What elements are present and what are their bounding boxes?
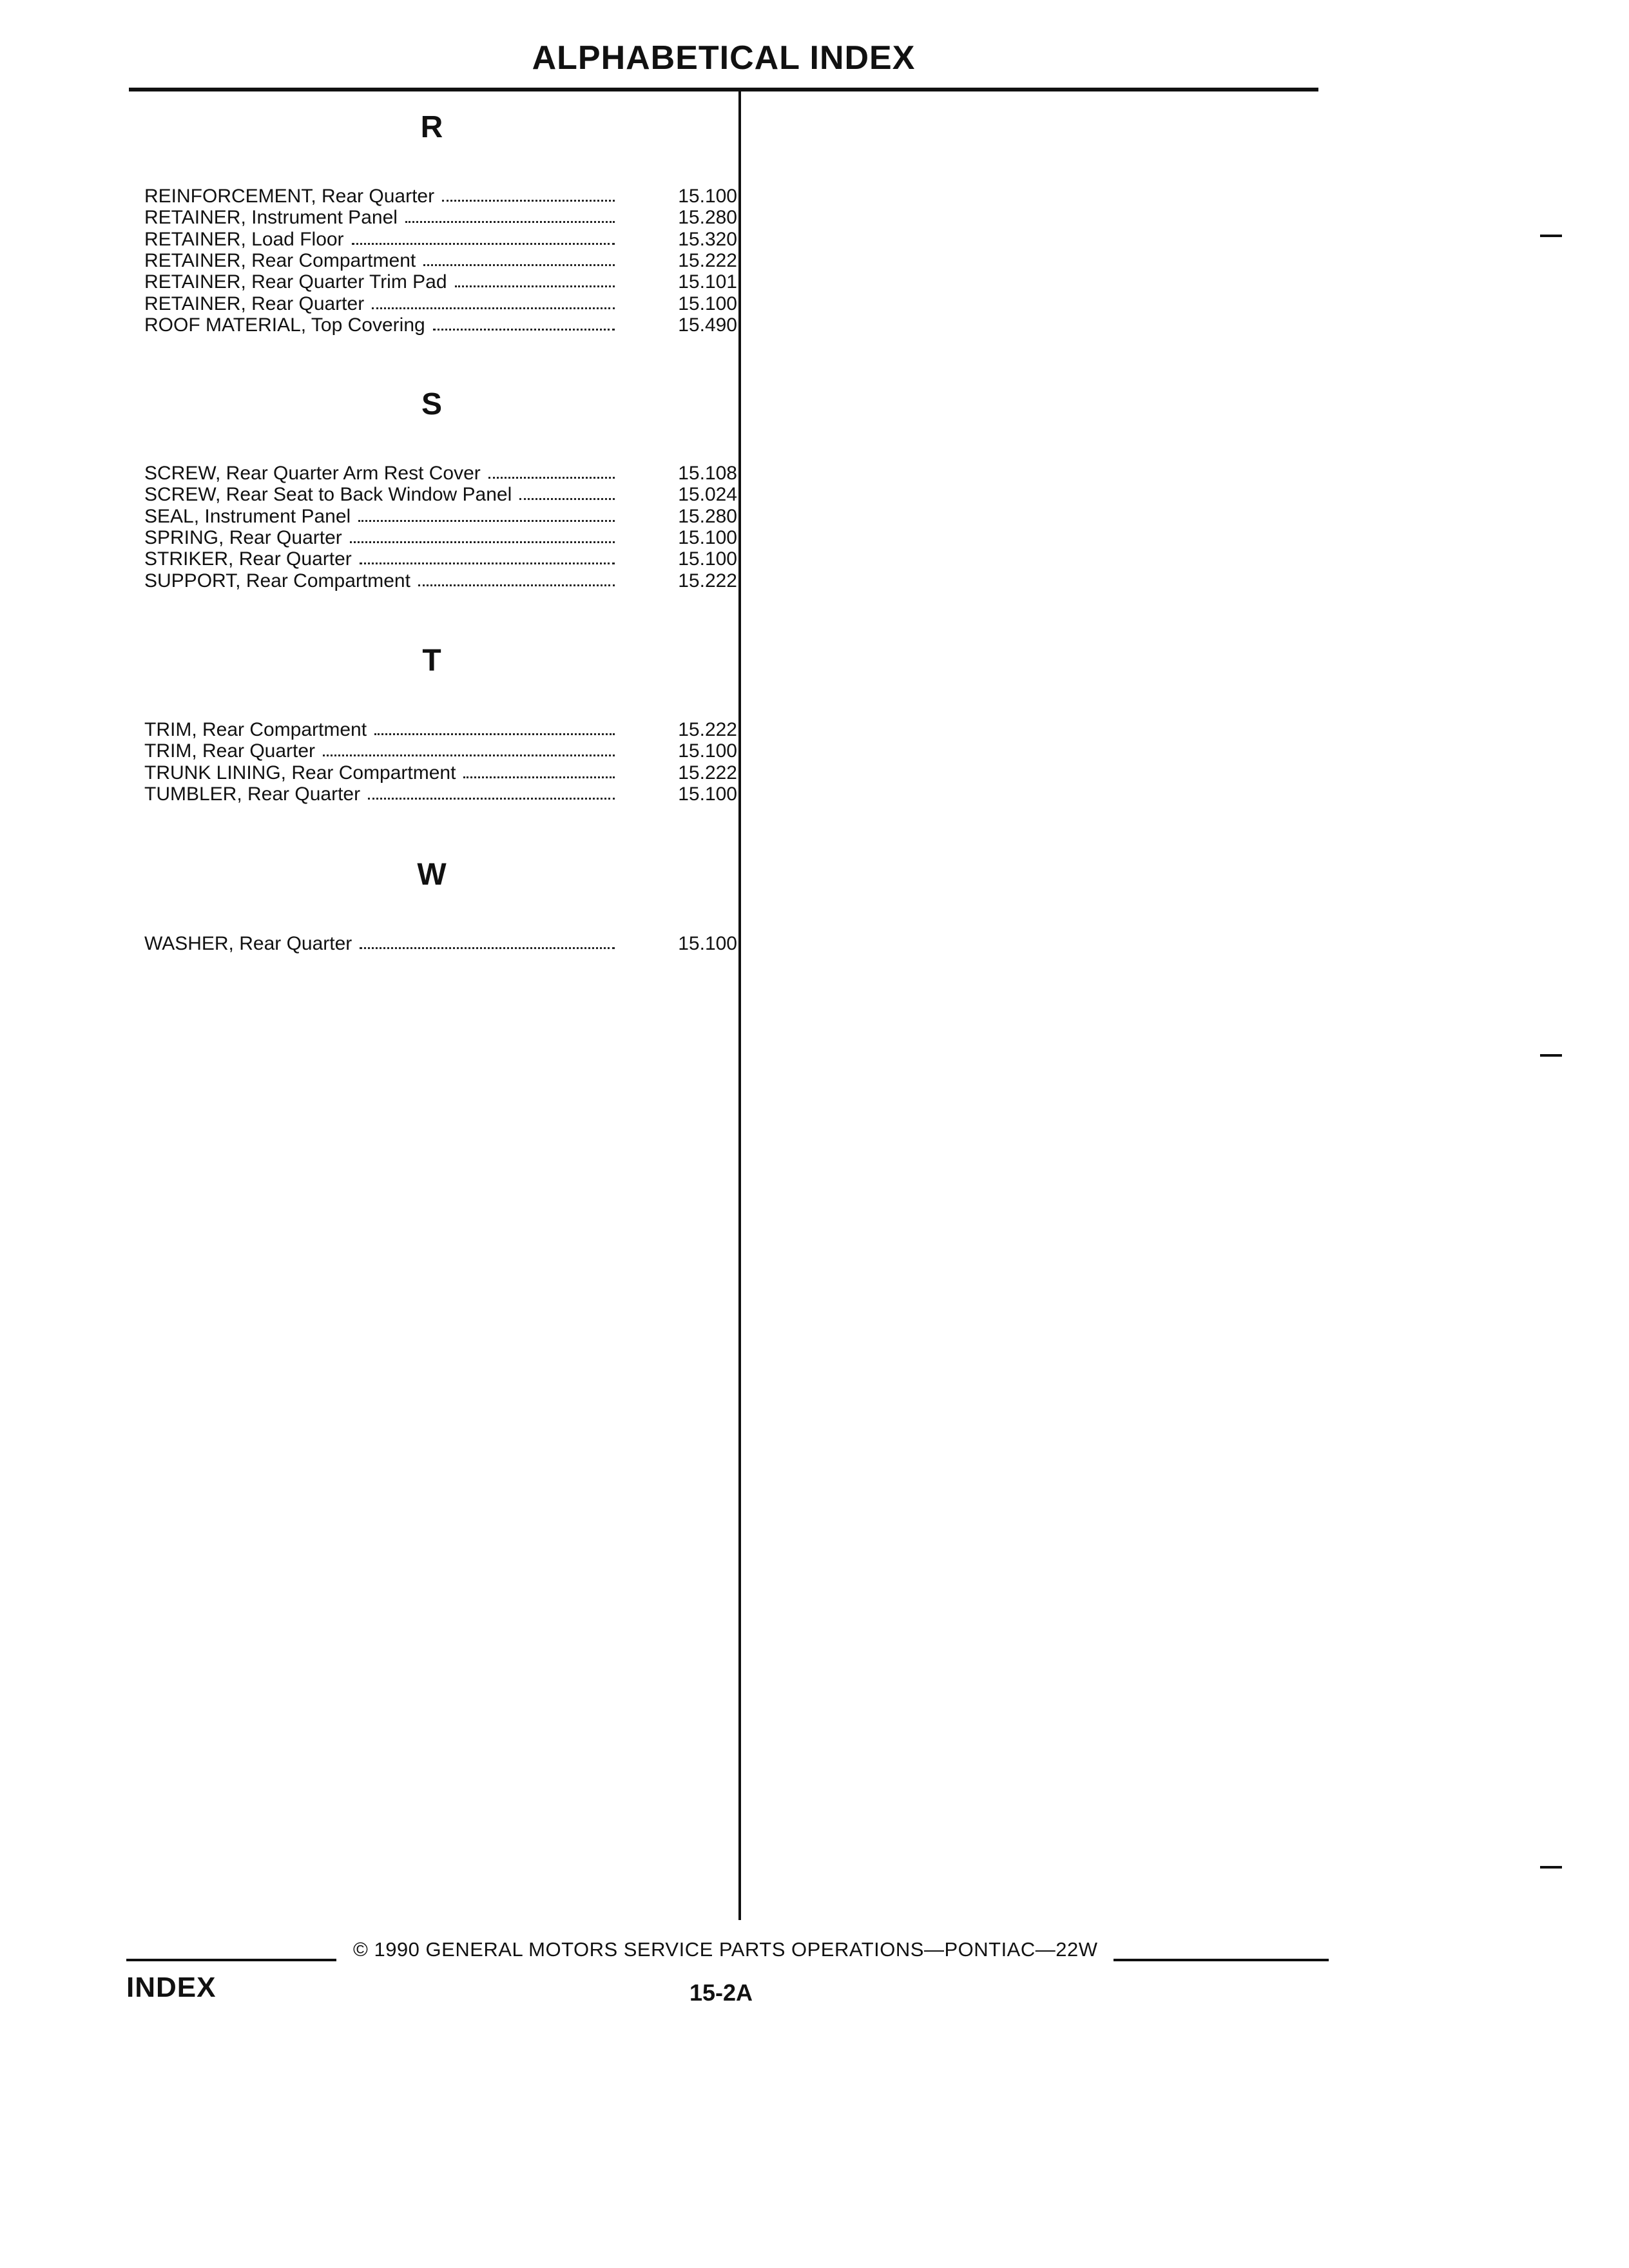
index-entry-page: 15.100	[678, 186, 737, 207]
index-entry-page: 15.024	[678, 484, 737, 506]
dot-leader	[442, 200, 615, 202]
index-entry	[144, 293, 737, 314]
footer-copyright: © 1990 GENERAL MOTORS SERVICE PARTS OPERATIONS—PONTIAC—22W	[353, 1938, 1098, 1961]
index-entry	[144, 570, 737, 591]
index-entry-page: 15.108	[678, 463, 737, 484]
index-entry	[144, 719, 737, 740]
index-entry-text: SUPPORT, Rear Compartment	[144, 570, 410, 591]
index-entry-text: SPRING, Rear Quarter	[144, 526, 342, 548]
index-entry-page: 15.280	[678, 207, 737, 229]
dot-leader	[374, 733, 615, 735]
dot-leader	[358, 520, 615, 522]
footer-section-label: INDEX	[126, 1972, 217, 2003]
dot-leader	[372, 307, 615, 309]
index-entry-page: 15.222	[678, 762, 737, 783]
section-letter-heading: T	[422, 644, 441, 678]
index-entry-text: RETAINER, Rear Compartment	[144, 249, 416, 271]
dot-leader	[455, 285, 615, 287]
index-entry	[144, 271, 737, 293]
dot-leader	[368, 798, 615, 800]
section-letter-heading: R	[420, 110, 443, 144]
index-entry-page: 15.490	[678, 314, 737, 336]
index-entry	[144, 762, 737, 783]
index-entry-text: SCREW, Rear Quarter Arm Rest Cover	[144, 463, 481, 484]
dot-leader	[433, 329, 615, 331]
dot-leader	[405, 221, 615, 223]
dot-leader	[350, 541, 615, 543]
index-entry	[144, 463, 737, 484]
index-entry-text: TRIM, Rear Quarter	[144, 740, 316, 762]
page-title: ALPHABETICAL INDEX	[532, 39, 916, 77]
edge-mark	[1540, 1866, 1562, 1869]
column-divider	[738, 90, 741, 1920]
footer-page-number: 15-2A	[689, 1979, 753, 2006]
index-entry	[144, 314, 737, 336]
dot-leader	[360, 562, 615, 564]
section-letter-heading: W	[417, 858, 447, 892]
edge-mark	[1540, 1054, 1562, 1057]
footer-rule	[126, 1959, 336, 1961]
index-entry	[144, 186, 737, 207]
index-entry-text: SEAL, Instrument Panel	[144, 505, 351, 527]
index-entry	[144, 740, 737, 762]
dot-leader	[519, 498, 615, 500]
index-entry-text: RETAINER, Instrument Panel	[144, 207, 398, 229]
index-entry-page: 15.100	[678, 548, 737, 570]
index-entry-page: 15.100	[678, 526, 737, 548]
dot-leader	[360, 947, 615, 949]
index-entry-text: RETAINER, Rear Quarter Trim Pad	[144, 271, 447, 293]
index-entry	[144, 933, 737, 954]
index-entry	[144, 783, 737, 805]
index-entry	[144, 527, 737, 548]
index-entry-text: RETAINER, Rear Quarter	[144, 293, 365, 314]
index-entry-text: TRIM, Rear Compartment	[144, 719, 367, 740]
index-entry-text: TRUNK LINING, Rear Compartment	[144, 762, 456, 783]
index-entry	[144, 548, 737, 570]
edge-mark	[1540, 235, 1562, 237]
index-entry-page: 15.100	[678, 740, 737, 762]
footer-rule	[1113, 1959, 1329, 1961]
index-entry	[144, 207, 737, 228]
index-entry	[144, 229, 737, 250]
dot-leader	[323, 754, 615, 756]
index-entry	[144, 506, 737, 527]
index-entry-page: 15.100	[678, 293, 737, 314]
index-entry-page: 15.100	[678, 933, 737, 954]
index-entry	[144, 484, 737, 505]
index-entry-page: 15.320	[678, 228, 737, 250]
dot-leader	[488, 477, 615, 479]
index-entry-text: STRIKER, Rear Quarter	[144, 548, 352, 570]
dot-leader	[423, 264, 615, 266]
index-entry-text: REINFORCEMENT, Rear Quarter	[144, 186, 435, 207]
index-entry-text: WASHER, Rear Quarter	[144, 933, 352, 954]
index-entry-text: ROOF MATERIAL, Top Covering	[144, 314, 425, 336]
index-entry-text: SCREW, Rear Seat to Back Window Panel	[144, 484, 512, 506]
dot-leader	[418, 584, 615, 586]
index-entry-page: 15.101	[678, 271, 737, 293]
index-entry-page: 15.222	[678, 249, 737, 271]
index-entry-page: 15.222	[678, 570, 737, 591]
section-letter-heading: S	[421, 387, 442, 421]
title-rule	[129, 88, 1318, 91]
index-entry-text: TUMBLER, Rear Quarter	[144, 783, 361, 805]
index-entry-text: RETAINER, Load Floor	[144, 228, 344, 250]
index-entry-page: 15.280	[678, 505, 737, 527]
index-entry	[144, 250, 737, 271]
dot-leader	[352, 243, 615, 245]
index-entry-page: 15.100	[678, 783, 737, 805]
dot-leader	[463, 776, 615, 778]
index-entry-page: 15.222	[678, 719, 737, 740]
